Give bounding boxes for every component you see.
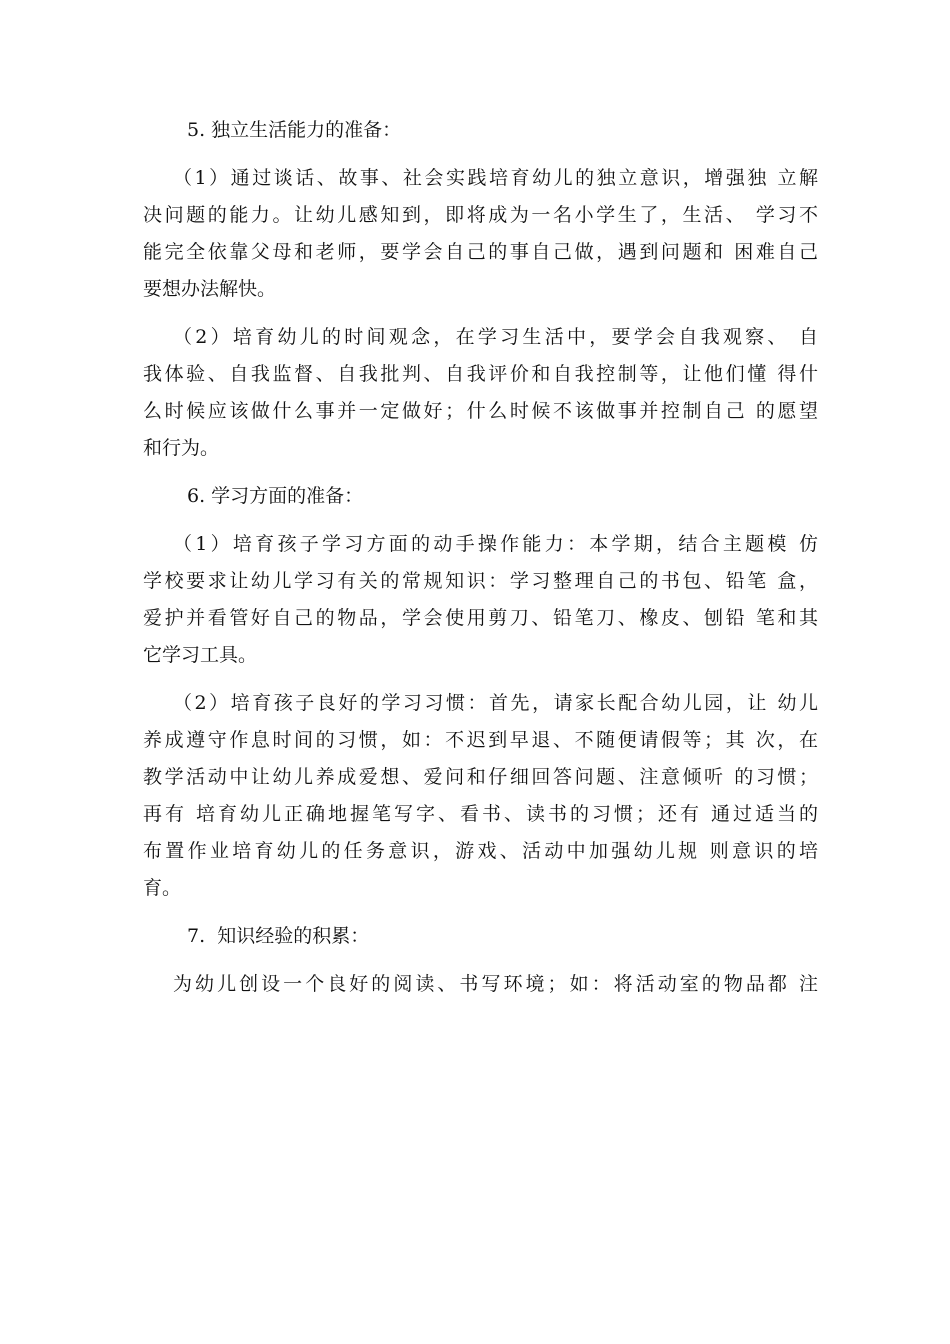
section-heading-5: 5. 独立生活能力的准备：	[187, 119, 402, 141]
text-line: 么时候应该做什么事并一定做好；什么时候不该做事并控制自己 的愿望	[143, 400, 818, 422]
text-line: 能完全依靠父母和老师，要学会自己的事自己做，遇到问题和 困难自己	[143, 241, 818, 263]
text-line: 教学活动中让幼儿养成爱想、爱问和仔细回答问题、注意倾听 的习惯；	[143, 766, 818, 788]
text-line: 决问题的能力。让幼儿感知到，即将成为一名小学生了，生活、 学习不	[143, 204, 818, 226]
text-line: 育。	[143, 877, 182, 899]
text-line: 它学习工具。	[143, 644, 258, 666]
text-line: 学校要求让幼儿学习有关的常规知识：学习整理自己的书包、铅笔 盒，	[143, 570, 818, 592]
paragraph-5-1	[143, 160, 818, 308]
section-heading-7: 7. 知识经验的积累：	[187, 925, 370, 947]
text-line: （2）培育幼儿的时间观念，在学习生活中，要学会自我观察、 自	[173, 326, 818, 348]
text-line: 布置作业培育幼儿的任务意识，游戏、活动中加强幼儿规 则意识的培	[143, 840, 818, 862]
text-line: 和行为。	[143, 437, 220, 459]
text-line: 我体验、自我监督、自我批判、自我评价和自我控制等，让他们懂 得什	[143, 363, 818, 385]
section-heading-6: 6. 学习方面的准备：	[187, 485, 364, 507]
paragraph-7	[143, 966, 818, 1003]
text-line: 养成遵守作息时间的习惯，如：不迟到早退、不随便请假等；其 次，在	[143, 729, 818, 751]
text-line: （1）培育孩子学习方面的动手操作能力：本学期，结合主题模 仿	[173, 533, 818, 555]
text-line: 要想办法解快。	[143, 278, 277, 300]
paragraph-6-2	[143, 685, 818, 907]
paragraph-5-2	[143, 319, 818, 467]
text-line: 为幼儿创设一个良好的阅读、书写环境；如：将活动室的物品都 注	[173, 973, 818, 995]
text-line: 爱护并看管好自己的物品，学会使用剪刀、铅笔刀、橡皮、刨铅 笔和其	[143, 607, 818, 629]
paragraph-6-1	[143, 526, 818, 674]
text-line: （2）培育孩子良好的学习习惯：首先，请家长配合幼儿园，让 幼儿	[173, 692, 818, 714]
text-line: 再有 培育幼儿正确地握笔写字、看书、读书的习惯；还有 通过适当的	[143, 803, 818, 825]
text-line: （1）通过谈话、故事、社会实践培育幼儿的独立意识，增强独 立解	[173, 167, 818, 189]
document-page	[143, 112, 818, 1014]
